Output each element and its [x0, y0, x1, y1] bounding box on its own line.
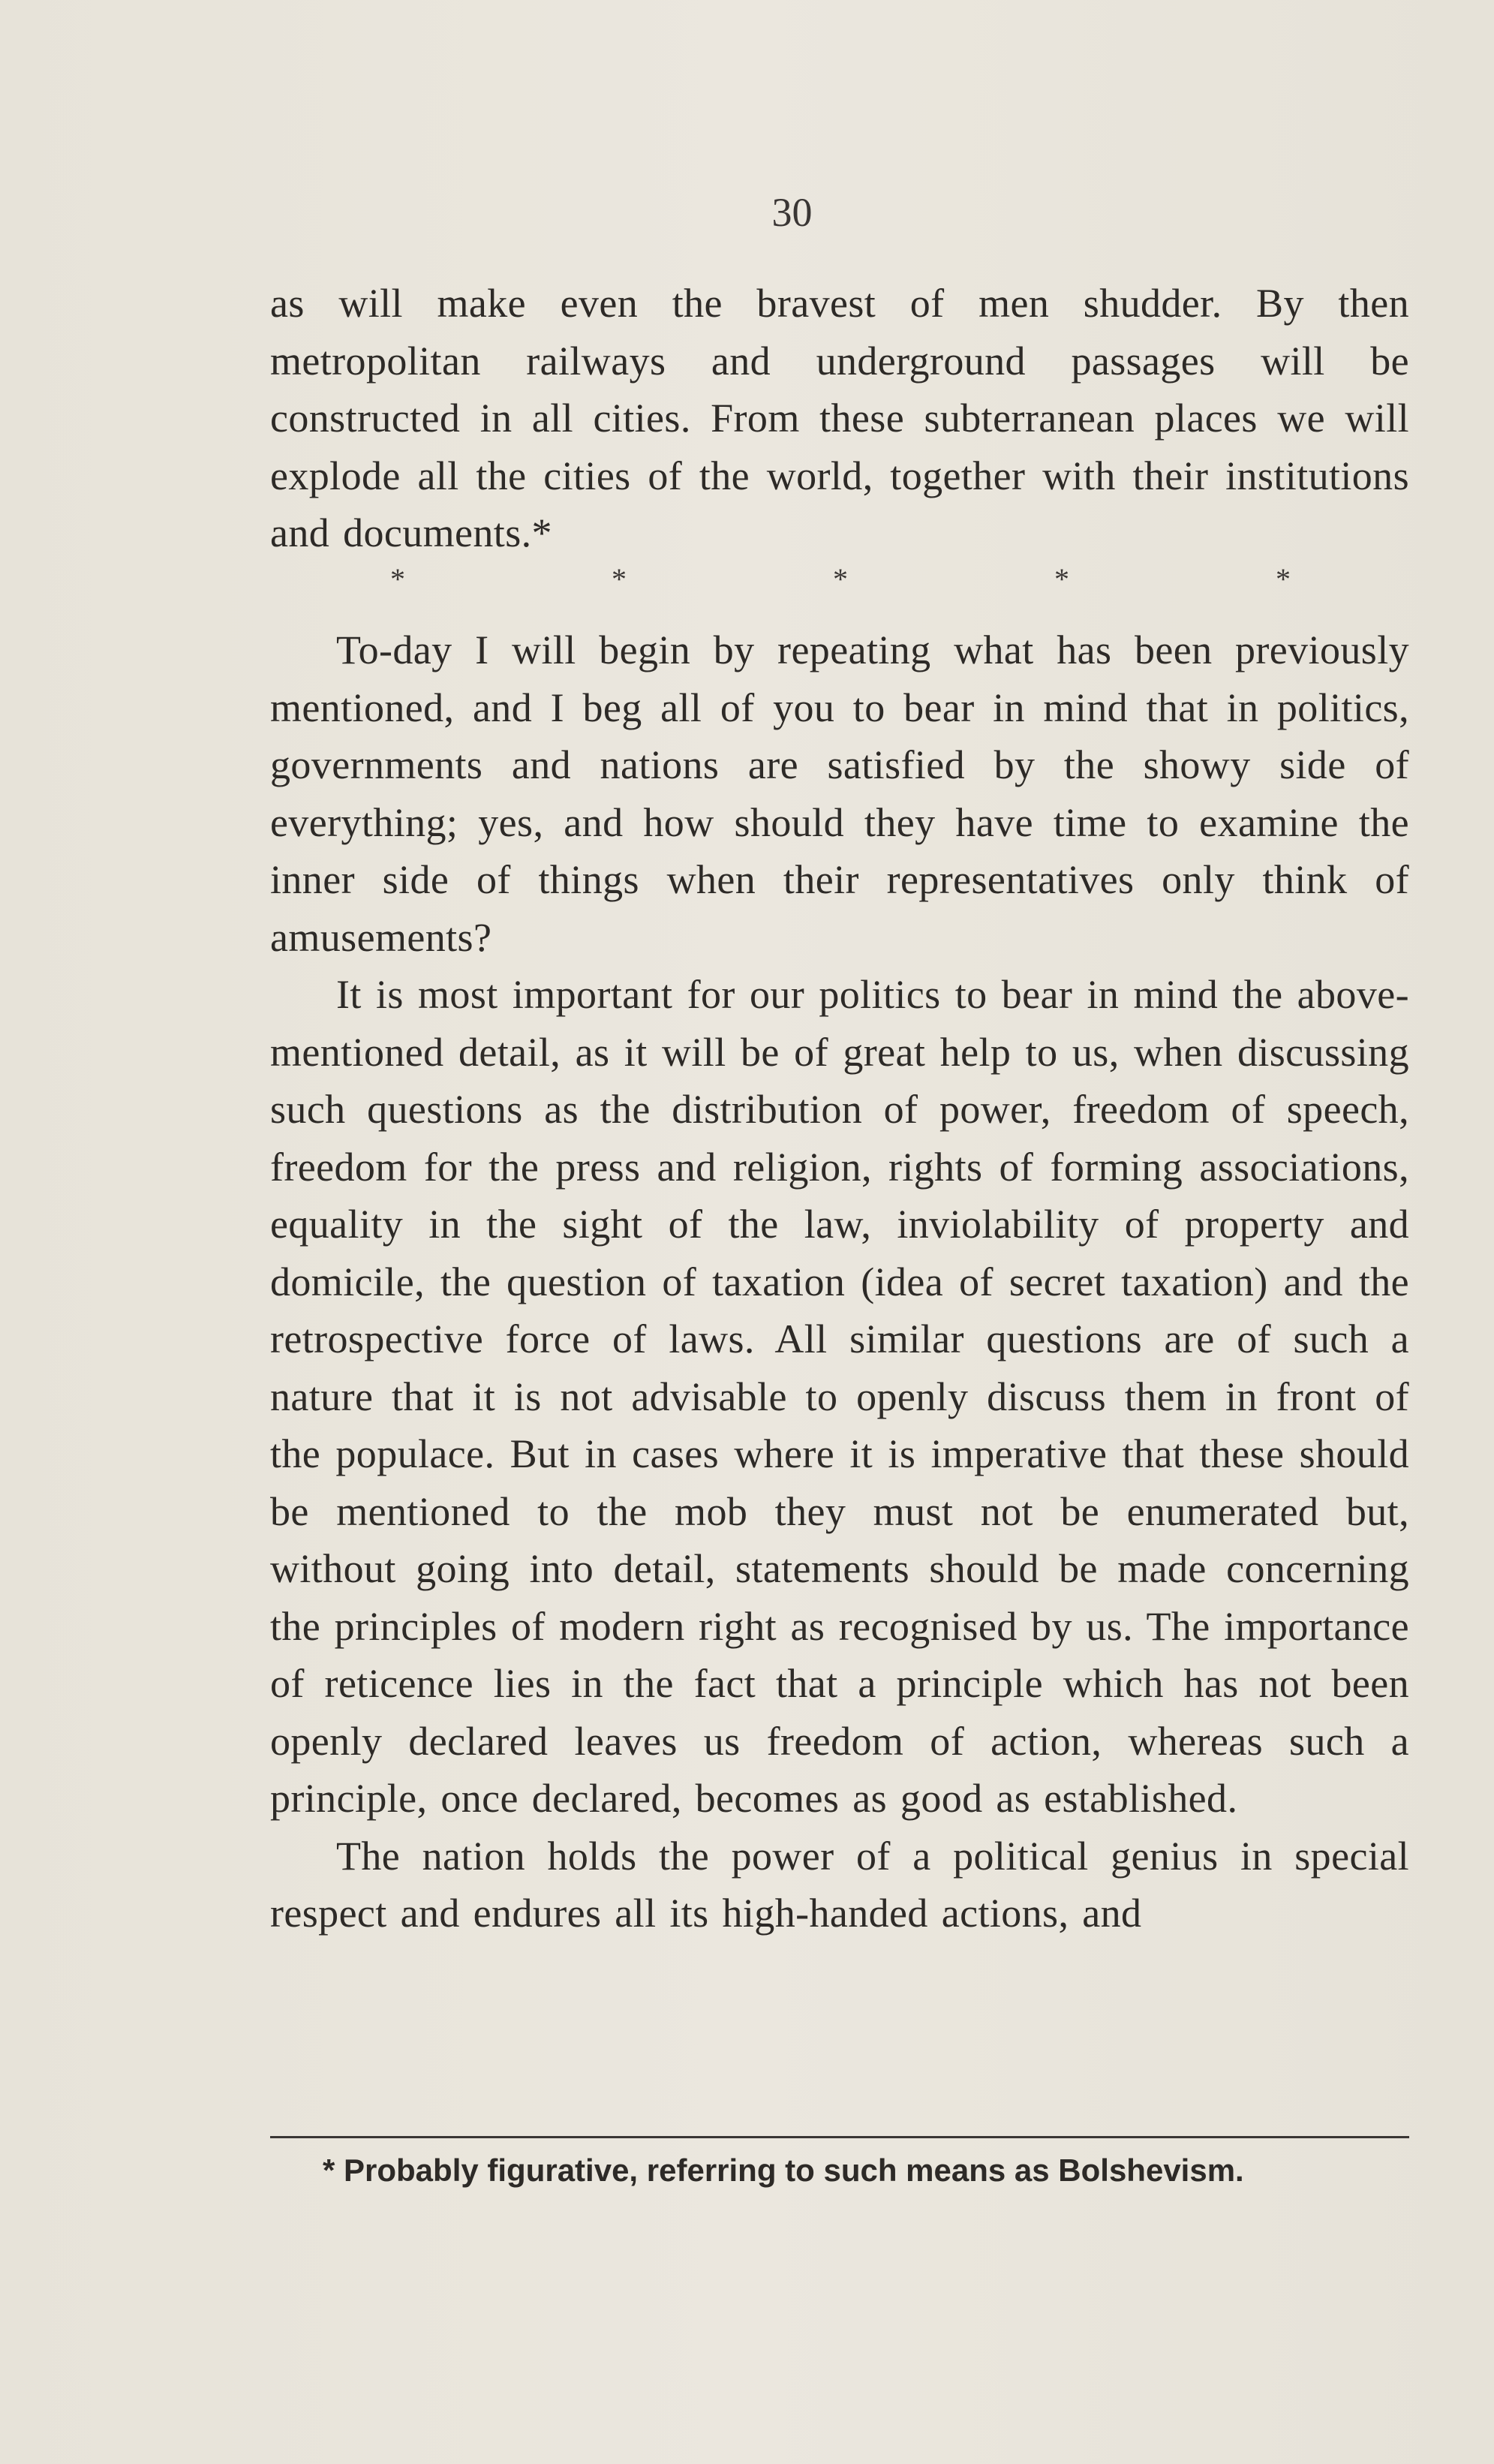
section-separator	[390, 557, 1291, 602]
footnote: * Probably figurative, referring to such means as Bolshevism.	[323, 2153, 1244, 2188]
separator-asterisk: *	[1276, 562, 1291, 596]
separator-asterisk: *	[833, 562, 848, 596]
body-text	[270, 621, 1409, 1942]
page-number: 30	[771, 190, 813, 235]
footnote-divider	[270, 2136, 1409, 2138]
paragraph: It is most important for our politics to bear in mind the above-mentioned detail, as it will be of great help to us, when discussing such questions as the distribution of power, freedom of speech, freedom for the press and religion, rights of forming associations, equality in the sight of the law, inviolability of property and domicile, the question of taxation (idea of secret taxation) and the retrospective force of laws. All similar questions are of such a nature that it is not advisable to openly discuss them in front of the populace. But in cases where it is imperative that these should be mentioned to the mob they must not be enumerated but, without going into detail, statements should be made concerning the principles of modern right as recognised by us. The importance of reticence lies in the fact that a principle which has not been openly declared leaves us freedom of action, whereas such a principle, once declared, becomes as good as established.	[270, 972, 1409, 1821]
paragraph: To-day I will begin by repeating what has been previously mentioned, and I beg all of you to bear in mind that in politics, governments and nations are satisfied by the showy side of everything; yes, and how should they have time to examine the inner side of things when their representatives only think of amusements?	[270, 627, 1409, 960]
separator-asterisk: *	[1054, 562, 1069, 596]
paragraph: The nation holds the power of a political genius in special respect and endures all its high-handed actions, and	[270, 1833, 1409, 1936]
continuation-text	[270, 275, 1409, 562]
separator-asterisk: *	[612, 562, 627, 596]
continuation-paragraph: as will make even the bravest of men shudder. By then metropolitan railways and underground passages will be constructed in all cities. From these subterranean places we will explode all the cities of the world, together with their institutions and documents.*	[270, 281, 1409, 555]
separator-asterisk: *	[390, 562, 405, 596]
